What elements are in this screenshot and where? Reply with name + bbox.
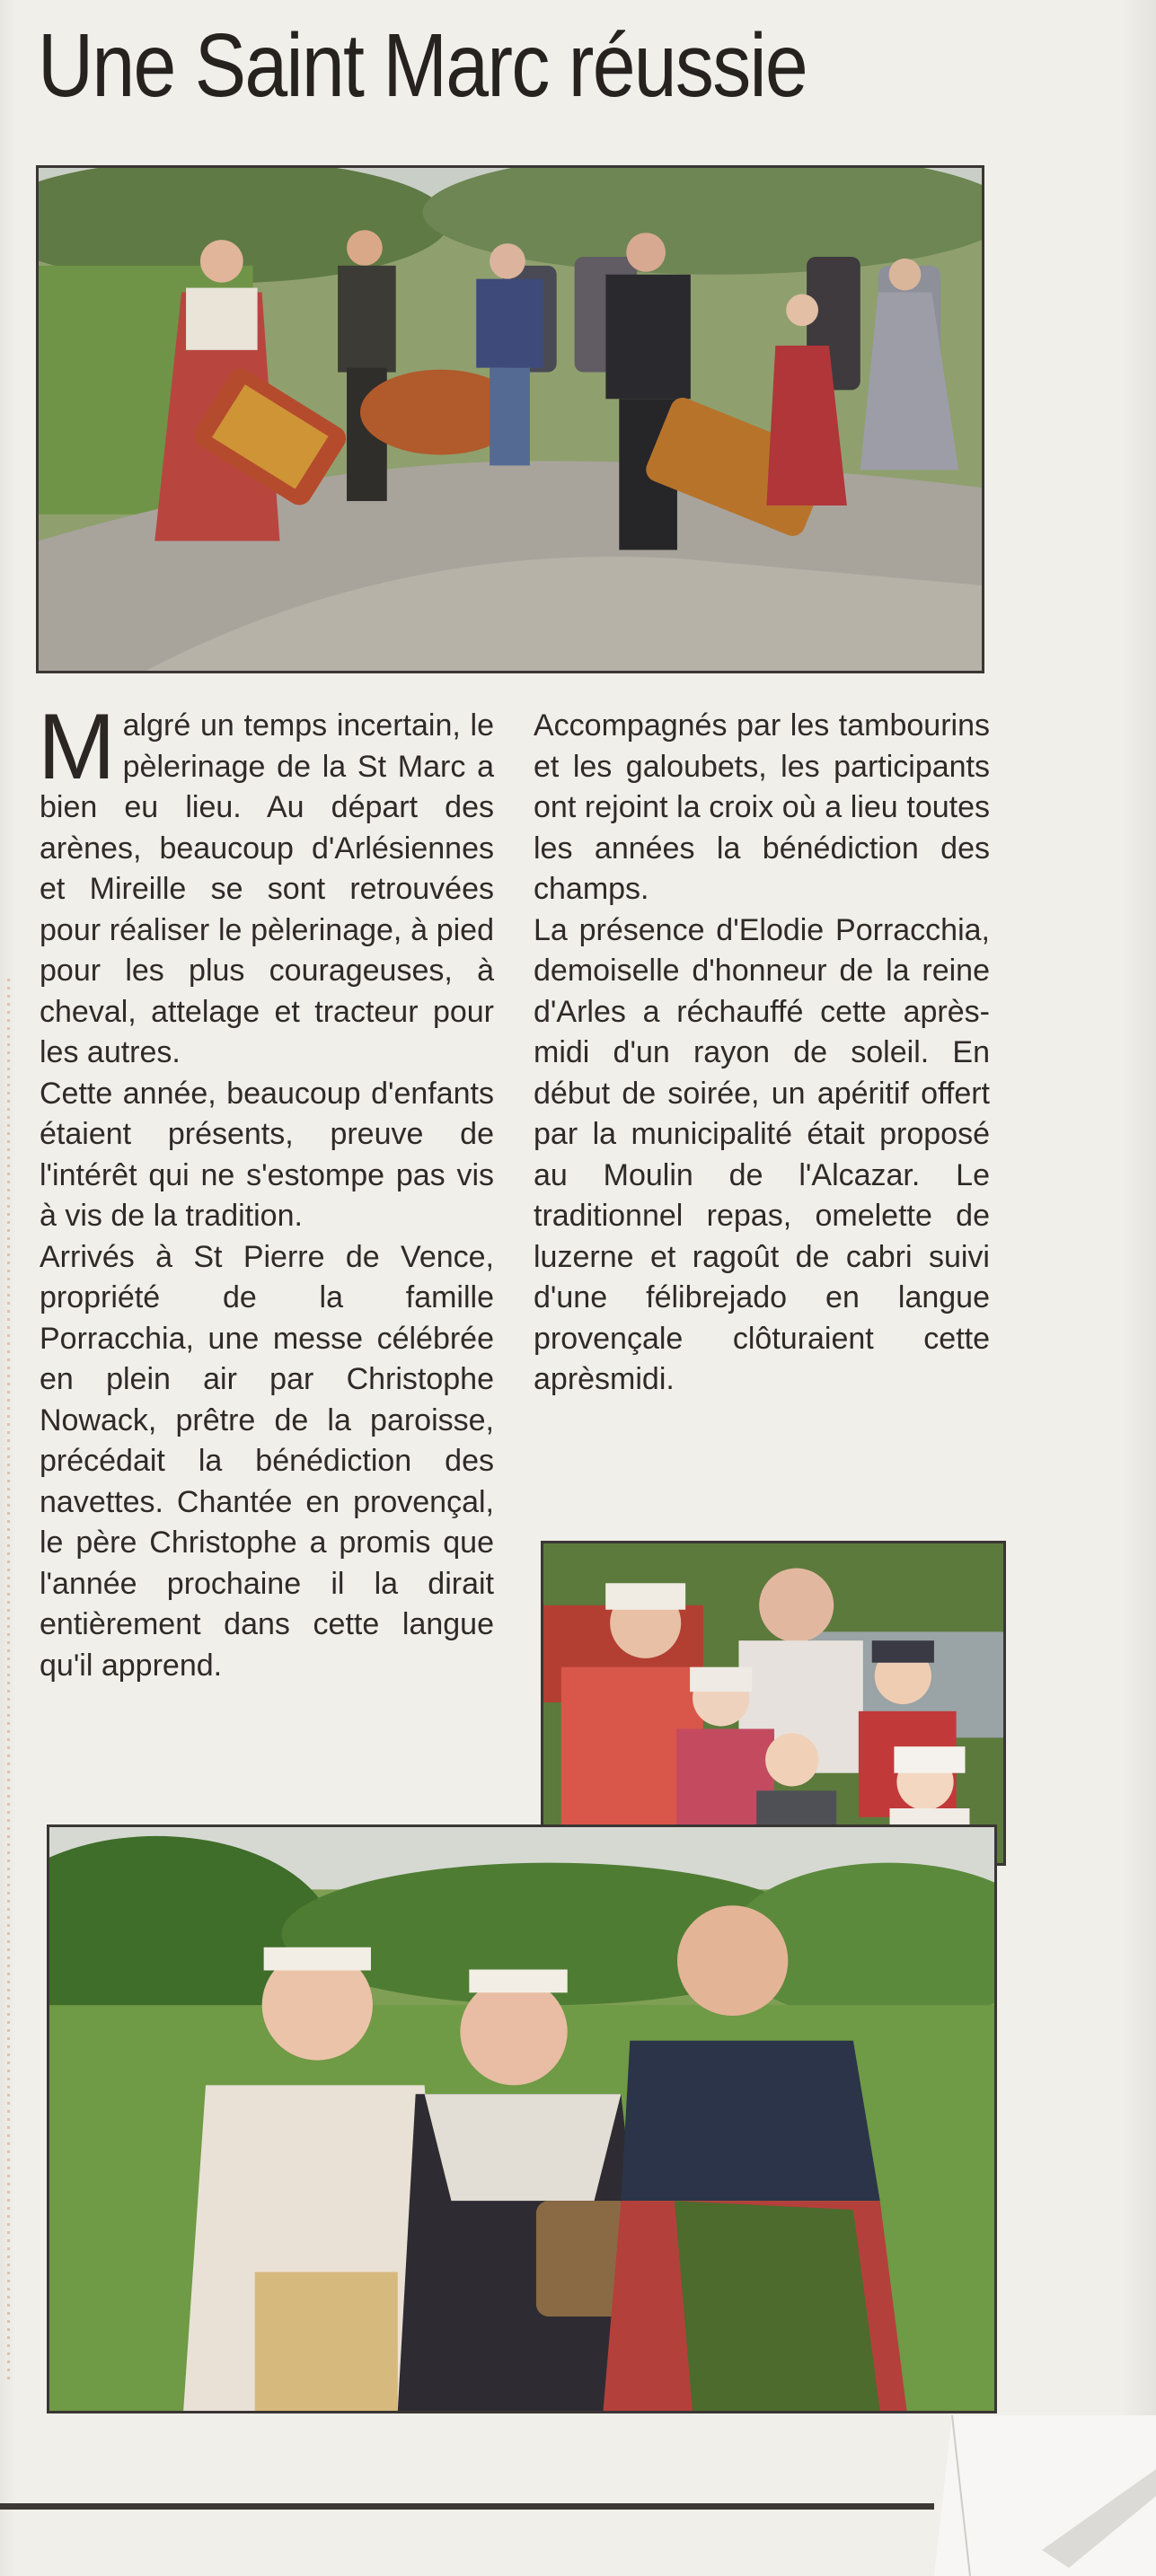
children-group-photo — [541, 1541, 1006, 1866]
paragraph-1 — [38, 695, 494, 1074]
three-women-photo — [47, 1824, 997, 2413]
drop-cap: M — [38, 695, 116, 799]
paragraph-1-text: algré un temps incertain, le pèlerinage de la St Marc a bien eu lieu. Au départ des arènes, beaucoup d'Arlésiennes et Mireille se sont retrouvées pour réaliser le pèlerinage, à pied pour les plus courageuses, à cheval, attelage et tracteur pour les autres. — [40, 708, 494, 1069]
paragraph-4: Accompagnés par les tambourins et les galoubets, les participants ont rejoint la croix où a lieu toutes les années la bénédiction des champs. — [534, 708, 990, 906]
dotted-margin-rule — [7, 979, 10, 2379]
paragraph-5: La présence d'Elodie Porracchia, demoiselle d'honneur de la reine d'Arles a réchauffé cette après-midi d'un rayon de soleil. En début de soirée, un apéritif offert par la municipalité était proposé au Moulin de l'Alcazar. Le traditionnel repas, omelette de luzerne et ragoût de cabri suivi d'une félibrejado en langue provençale clôturaient cette aprèsmidi. — [534, 912, 990, 1396]
bottom-rule — [0, 2503, 934, 2510]
procession-photo — [36, 165, 984, 673]
headline: Une Saint Marc réussie — [38, 15, 807, 116]
folded-corner — [934, 2415, 1156, 2576]
article-column-left — [38, 695, 494, 1686]
paragraph-2: Cette année, beaucoup d'enfants étaient présents, preuve de l'intérêt qui ne s'estompe pas vis à vis de la tradition. — [40, 1076, 494, 1233]
article-column-right — [534, 706, 990, 1401]
paragraph-3: Arrivés à St Pierre de Vence, propriété de la famille Porracchia, une messe célébrée en plein air par Christophe Nowack, prêtre de la paroisse, précédait la bénédiction des navettes. Chantée en provençal, le père Christophe a promis que l'année prochaine il la dirait entièrement dans cette langue qu'il apprend. — [40, 1239, 494, 1683]
